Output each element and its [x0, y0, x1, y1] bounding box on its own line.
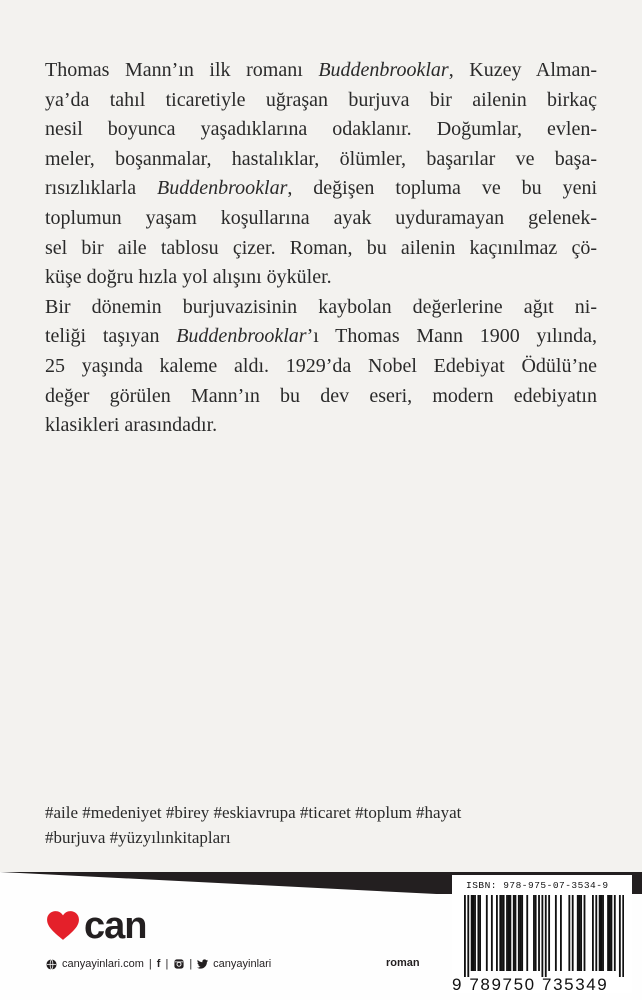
- barcode-bar: [614, 895, 616, 971]
- barcode-bar: [584, 895, 586, 971]
- book-title-italic: Buddenbrooklar: [157, 177, 288, 200]
- barcode-bar: [622, 895, 624, 977]
- social-handle[interactable]: canyayinlari: [213, 958, 272, 970]
- barcode-bar: [520, 895, 522, 971]
- barcode-bar: [545, 895, 547, 977]
- blurb-line: [45, 204, 597, 234]
- blurb-line: [45, 352, 597, 382]
- barcode-bar: [499, 895, 501, 971]
- barcode-bar: [538, 895, 540, 971]
- barcode-bar: [548, 895, 550, 971]
- barcode-bar: [600, 895, 602, 971]
- barcode-bar: [592, 895, 594, 971]
- barcode-bar: [506, 895, 508, 971]
- barcode-bar: [580, 895, 582, 971]
- blurb-text: rısızlıklarla: [45, 177, 158, 200]
- barcode-bar: [599, 895, 601, 971]
- barcode-bar: [526, 895, 528, 971]
- barcode-bar: [464, 895, 466, 977]
- blurb-text: , Kuzey Alman-: [448, 59, 597, 81]
- barcode-bar: [602, 895, 604, 971]
- logo-wordmark: can: [84, 905, 147, 947]
- blurb-text: nesil boyunca yaşadıklarına odaklanır. Doğumlar, evlen-: [45, 118, 597, 141]
- blurb-text: Bir dönemin burjuvazisinin kaybolan değerlerine ağıt ni-: [45, 295, 597, 318]
- barcode-bar: [471, 895, 473, 971]
- barcode-bar: [515, 895, 517, 971]
- website-link[interactable]: canyayinlari.com: [62, 958, 144, 970]
- blurb-text: küşe doğru hızla yol alışını öyküler.: [45, 266, 332, 289]
- blurb-text: klasikleri arasındadır.: [45, 414, 218, 437]
- blurb-line: [45, 56, 597, 86]
- hashtag-row: #burjuva #yüzyılınkitapları: [45, 828, 231, 847]
- barcode-bar: [611, 895, 613, 971]
- book-title-italic: Buddenbrooklar: [318, 59, 449, 81]
- blurb-text: 25 yaşında kaleme aldı. 1929’da Nobel Edebiyat Ödülü’ne: [45, 354, 597, 377]
- barcode-bar: [513, 895, 515, 971]
- barcode-bar: [607, 895, 609, 971]
- blurb-text: ya’da tahıl ticaretiyle uğraşan burjuva bir ailenin birkaç: [45, 88, 597, 111]
- barcode-bar: [472, 895, 474, 971]
- instagram-icon[interactable]: [173, 959, 184, 970]
- blurb-line: [45, 86, 597, 116]
- hashtag-row: #aile #medeniyet #birey #eskiavrupa #ticaret #toplum #hayat: [45, 803, 462, 822]
- barcode-bar: [555, 895, 557, 971]
- blurb-line: [45, 234, 597, 264]
- barcode-bar: [609, 895, 611, 971]
- blurb-line: [45, 293, 597, 323]
- barcode-bar: [501, 895, 503, 971]
- blurb-text: değer görülen Mann’ın bu dev eseri, modern edebiyatın: [45, 384, 597, 407]
- barcode-bar: [521, 895, 523, 971]
- barcode-bar: [568, 895, 570, 971]
- divider: |: [189, 958, 193, 970]
- blurb-line: [45, 382, 597, 412]
- publisher-logo: [46, 906, 146, 946]
- divider: |: [165, 958, 169, 970]
- blurb-text: , değişen topluma ve bu yeni: [287, 177, 598, 200]
- book-title-italic: Buddenbrooklar: [176, 325, 307, 348]
- blurb-text: Thomas Mann’ın ilk romanı: [45, 59, 319, 81]
- genre-label: roman: [386, 957, 420, 969]
- barcode-bar: [518, 895, 520, 971]
- barcode-bar: [509, 895, 511, 971]
- publisher-links: [46, 958, 271, 970]
- divider: |: [148, 958, 152, 970]
- barcode-bar: [467, 895, 469, 977]
- isbn-label: ISBN: 978-975-07-3534-9: [466, 880, 609, 891]
- barcode-bar: [541, 895, 543, 977]
- heart-icon: [46, 909, 80, 943]
- twitter-icon[interactable]: [197, 959, 208, 970]
- barcode-bar: [477, 895, 479, 971]
- blurb-line: [45, 115, 597, 145]
- hashtag-list: [45, 800, 605, 850]
- barcode-bar: [533, 895, 535, 971]
- blurb-text: sel bir aile tablosu çizer. Roman, bu ailenin kaçınılmaz çö-: [45, 236, 597, 259]
- barcode-bar: [486, 895, 488, 971]
- blurb-text: teliği taşıyan: [45, 325, 177, 348]
- barcode-bar: [595, 895, 597, 971]
- back-cover-blurb: [45, 56, 597, 441]
- barcode-bar: [503, 895, 505, 971]
- barcode-bar: [474, 895, 476, 971]
- barcode-bar: [508, 895, 510, 971]
- barcode-bar: [579, 895, 581, 971]
- facebook-icon[interactable]: f: [156, 958, 161, 970]
- isbn-barcode: [464, 895, 624, 977]
- globe-icon: [46, 959, 57, 970]
- blurb-line: [45, 145, 597, 175]
- blurb-text: ’ı Thomas Mann 1900 yılında,: [306, 325, 597, 348]
- blurb-line: [45, 411, 597, 441]
- barcode-bar: [535, 895, 537, 971]
- barcode-bar: [572, 895, 574, 971]
- blurb-line: [45, 263, 597, 293]
- barcode-bar: [496, 895, 498, 971]
- barcode-bar: [619, 895, 621, 977]
- blurb-line: [45, 322, 597, 352]
- barcode-bar: [577, 895, 579, 971]
- blurb-text: toplumun yaşam koşullarına ayak uyduramayan gelenek-: [45, 206, 597, 229]
- blurb-line: [45, 174, 597, 204]
- barcode-bar: [479, 895, 481, 971]
- barcode-bar: [491, 895, 493, 971]
- barcode-bar: [560, 895, 562, 971]
- blurb-text: meler, boşanmalar, hastalıklar, ölümler, başarılar ve başa-: [45, 147, 597, 170]
- barcode-number: 9 789750 735349: [452, 975, 609, 994]
